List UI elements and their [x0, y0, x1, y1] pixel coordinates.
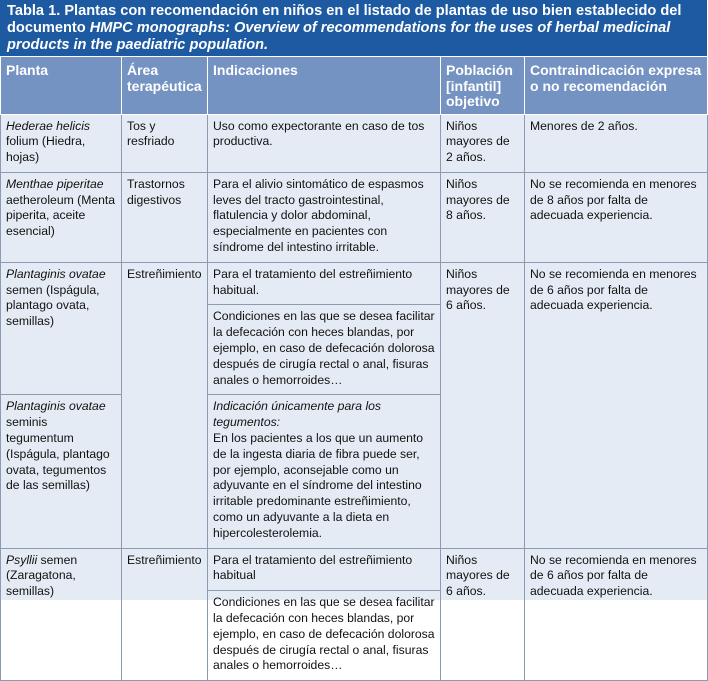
table-row: [1, 114, 708, 172]
plant-common-name: semen (Zaragatona, semillas): [6, 552, 78, 599]
header-row: [1, 57, 708, 115]
indication-text: En los pacientes a los que un aumento de la ingesta diaria de fibra puede ser, por ejemplo, aconsejable como un adyuvante en el síndrome del intestino irritable predominante estreñimiento, como un adyuvante a la dieta en hipercolesterolemia.: [213, 431, 424, 540]
plant-cell: [1, 172, 122, 262]
plant-cell: [1, 114, 122, 172]
recommendations-table: [0, 56, 708, 681]
table-row: [1, 548, 708, 591]
header-area: Área terapéutica: [122, 57, 208, 115]
plant-latin-name: Plantaginis ovatae: [6, 399, 106, 414]
plant-cell: [1, 395, 122, 548]
plant-latin-name: Hederae helicis: [6, 118, 91, 133]
caption-italic-text: HMPC monographs: Overview of recommendations for the uses of herbal medicinal products in the paediatric population.: [7, 20, 671, 53]
population-cell: Niños mayores de 6 años.: [441, 262, 525, 548]
plant-latin-name: Plantaginis ovatae: [6, 266, 106, 281]
area-cell: Tos y resfriado: [122, 114, 208, 172]
area-cell: Estreñimiento: [122, 262, 208, 548]
contra-cell: No se recomienda en menores de 6 años por falta de adecuada experiencia.: [525, 548, 708, 681]
indication-cell: Para el tratamiento del estreñimiento habitual: [208, 548, 441, 591]
plant-common-name: folium (Hiedra, hojas): [6, 134, 86, 165]
indication-cell: [208, 395, 441, 548]
area-cell: Estreñimiento: [122, 548, 208, 681]
indication-italic-note: Indicación únicamente para los tegumentos:: [213, 399, 382, 430]
header-planta: Planta: [1, 57, 122, 115]
contra-cell: No se recomienda en menores de 6 años por falta de adecuada experiencia.: [525, 262, 708, 548]
plant-common-name: seminis tegumentum (Ispágula, plantago ovata, tegumentos de las semillas): [6, 415, 110, 493]
population-cell: Niños mayores de 2 años.: [441, 114, 525, 172]
table-row: [1, 172, 708, 262]
indication-cell: Para el tratamiento del estreñimiento habitual.: [208, 262, 441, 305]
contra-cell: Menores de 2 años.: [525, 114, 708, 172]
population-cell: Niños mayores de 6 años.: [441, 548, 525, 681]
contra-cell: No se recomienda en menores de 8 años por falta de adecuada experiencia.: [525, 172, 708, 262]
table-row: [1, 262, 708, 305]
header-indicaciones: Indicaciones: [208, 57, 441, 115]
population-cell: Niños mayores de 8 años.: [441, 172, 525, 262]
area-cell: Trastornos digestivos: [122, 172, 208, 262]
plant-common-name: semen (Ispágula, plantago ovata, semillas): [6, 282, 100, 329]
indication-cell: Para el alivio sintomático de espasmos leves del tracto gastrointestinal, flatulencia y dolor abdominal, especialmente en pacientes con síndrome del intestino irritable.: [208, 172, 441, 262]
caption-text: Tabla 1. Plantas con recomendación en niños en el listado de plantas de uso bien establecido del documento: [7, 3, 682, 36]
plant-cell: [1, 548, 122, 681]
indication-cell: Uso como expectorante en caso de tos productiva.: [208, 114, 441, 172]
plant-common-name: aetheroleum (Menta piperita, aceite esencial): [6, 192, 116, 239]
plant-latin-name: Psyllii: [6, 552, 38, 567]
plant-latin-name: Menthae piperitae: [6, 176, 104, 191]
indication-cell: Condiciones en las que se desea facilitar la defecación con heces blandas, por ejemplo, en caso de defecación dolorosa después de cirugía rectal o anal, fisuras anales o hemorroides…: [208, 305, 441, 395]
indication-cell: Condiciones en las que se desea facilitar la defecación con heces blandas, por ejemplo, en caso de defecación dolorosa después de cirugía rectal o anal, fisuras anales o hemorroides…: [208, 591, 441, 681]
header-poblacion: Población [infantil] objetivo: [441, 57, 525, 115]
header-contraindicacion: Contraindicación expresa o no recomendación: [525, 57, 708, 115]
plant-cell: [1, 262, 122, 395]
table-caption: [0, 0, 707, 56]
